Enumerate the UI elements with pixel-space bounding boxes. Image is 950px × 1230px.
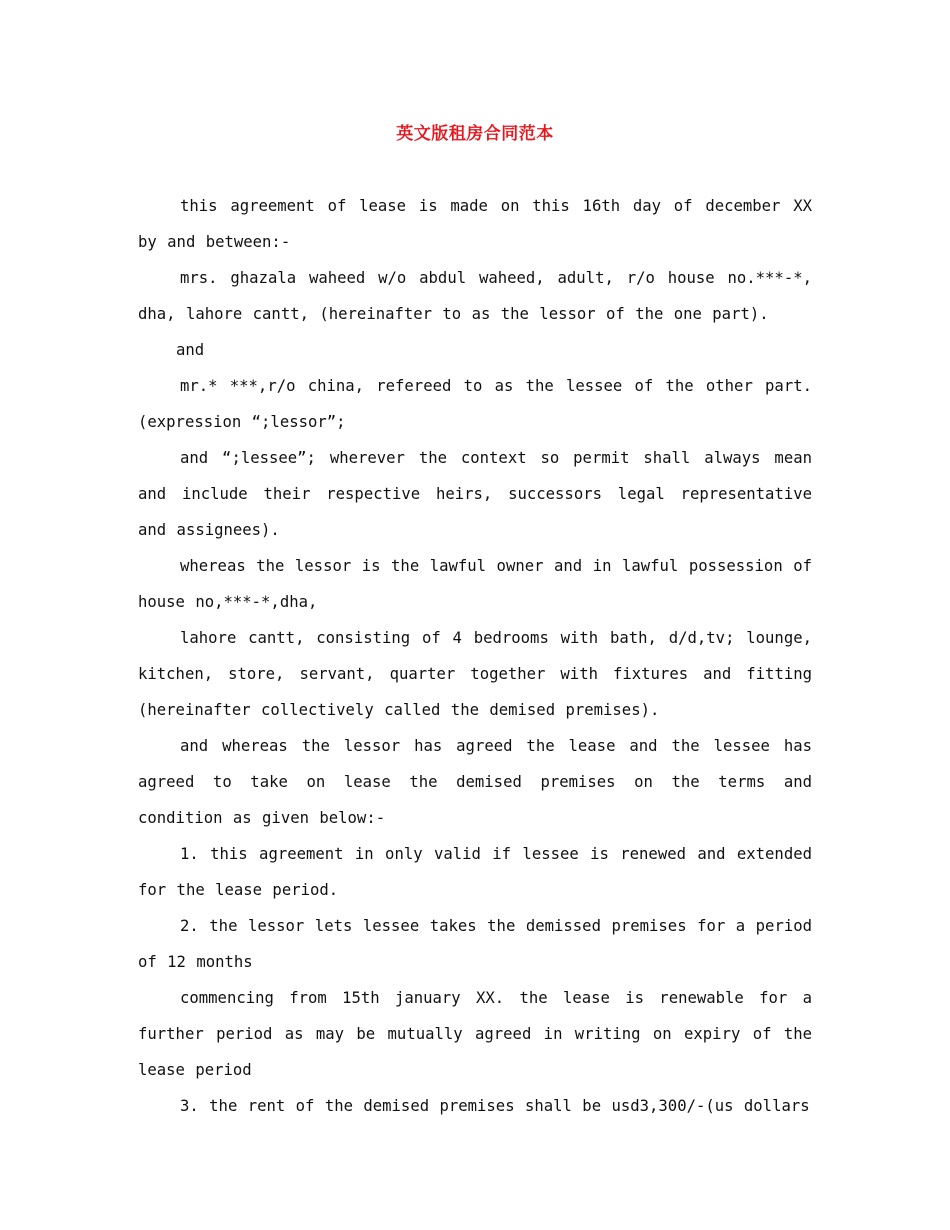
- paragraph-lessor: mrs. ghazala waheed w/o abdul waheed, adult, r/o house no.***-*, dha, lahore cantt, (hereinafter to as the lessor of the one part).: [138, 269, 812, 323]
- document-title: 英文版租房合同范本: [396, 124, 554, 144]
- paragraph-and: and: [176, 341, 205, 359]
- clause-2: 2. the lessor lets lessee takes the demissed premises for a period of 12 months: [138, 917, 812, 971]
- paragraph-lessee: mr.* ***,r/o china, refereed to as the lessee of the other part. (expression “;lessor”;: [138, 377, 812, 431]
- document-body: [138, 188, 812, 1124]
- paragraph-definitions: and “;lessee”; wherever the context so permit shall always mean and include their respective heirs, successors legal representative and assignees).: [138, 449, 812, 539]
- clause-3: 3. the rent of the demised premises shall be usd3,300/-(us dollars: [180, 1097, 810, 1115]
- clause-2-continued: commencing from 15th january XX. the lease is renewable for a further period as may be mutually agreed in writing on expiry of the lease period: [138, 989, 812, 1079]
- paragraph-whereas-agreed: and whereas the lessor has agreed the lease and the lessee has agreed to take on lease the demised premises on the terms and condition as given below:-: [138, 737, 812, 827]
- paragraph-ownership: whereas the lessor is the lawful owner and in lawful possession of house no,***-*,dha,: [138, 557, 812, 611]
- clause-1: 1. this agreement in only valid if lessee is renewed and extended for the lease period.: [138, 845, 812, 899]
- paragraph-agreement-date: this agreement of lease is made on this 16th day of december XX by and between:-: [138, 197, 812, 251]
- paragraph-premises: lahore cantt, consisting of 4 bedrooms with bath, d/d,tv; lounge, kitchen, store, servant, quarter together with fixtures and fitting (hereinafter collectively called the demised premises).: [138, 629, 812, 719]
